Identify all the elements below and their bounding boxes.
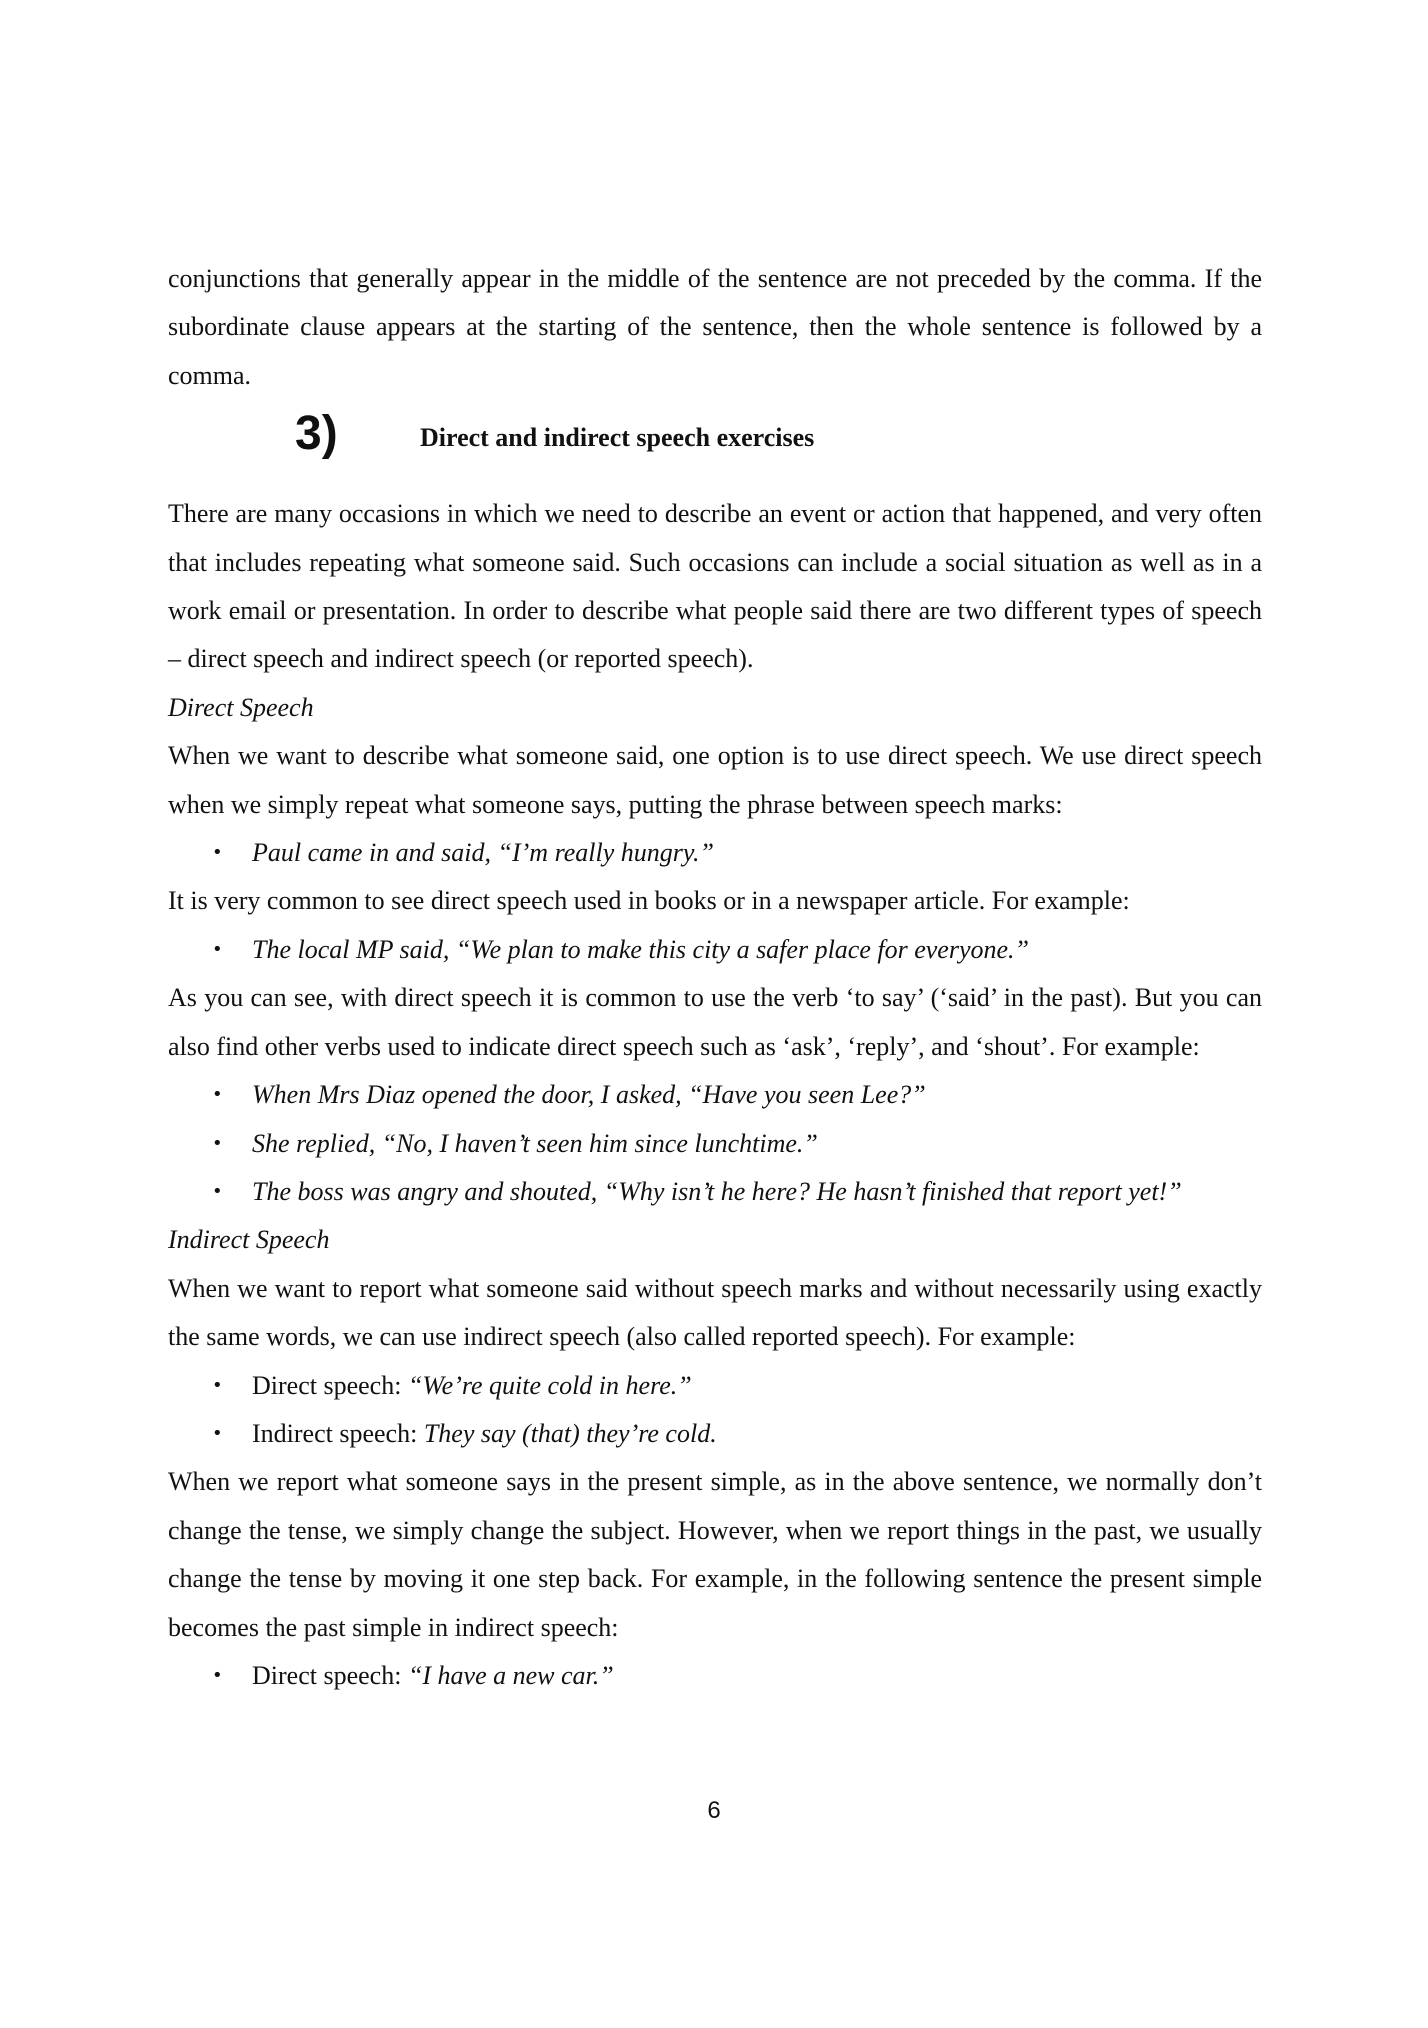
example-text: She replied, “No, I haven’t seen him since lunchtime.”	[252, 1128, 818, 1158]
example-text: They say (that) they’re cold.	[423, 1418, 717, 1448]
list-item	[168, 926, 1262, 974]
bullet-icon: •	[212, 1664, 223, 1686]
subheading-direct-speech: Direct Speech	[168, 692, 314, 722]
bullet-list-paul	[168, 829, 1262, 877]
bullet-list-mp	[168, 926, 1262, 974]
example-text: “We’re quite cold in here.”	[407, 1370, 692, 1400]
bullet-icon: •	[212, 1374, 223, 1396]
example-label: Direct speech:	[252, 1370, 408, 1400]
list-item	[168, 1168, 1262, 1216]
list-item	[168, 1652, 1262, 1700]
bullet-list-car	[168, 1652, 1262, 1700]
bullet-icon: •	[212, 938, 223, 960]
bullet-list-verbs	[168, 1071, 1262, 1216]
paragraph-tense-change: When we report what someone says in the present simple, as in the above sentence, we normally don’t change the tense, we simply change the subject. However, when we report things in the past, we usually change the tense by moving it one step back. For example, in the following sentence the present simple becomes the past simple in indirect speech:	[168, 1467, 1262, 1642]
bullet-icon: •	[212, 842, 223, 864]
example-label: Direct speech:	[252, 1660, 408, 1690]
example-text: Paul came in and said, “I’m really hungry.”	[252, 838, 714, 868]
paragraph-indirect-speech: When we want to report what someone said without speech marks and without necessarily using exactly the same words, we can use indirect speech (also called reported speech). For example:	[168, 1273, 1262, 1352]
example-text: The local MP said, “We plan to make this city a safer place for everyone.”	[252, 934, 1029, 964]
example-text: When Mrs Diaz opened the door, I asked, “Have you seen Lee?”	[252, 1080, 926, 1110]
example-label: Indirect speech:	[252, 1418, 424, 1448]
paragraph-books-newspaper: It is very common to see direct speech used in books or in a newspaper article. For example:	[168, 886, 1130, 916]
bullet-icon: •	[212, 1422, 223, 1444]
list-item	[168, 829, 1262, 877]
bullet-icon: •	[212, 1084, 223, 1106]
intro-paragraph: conjunctions that generally appear in the middle of the sentence are not preceded by the comma. If the subordinate clause appears at the starting of the sentence, then the whole sentence is followed by a comma.	[168, 264, 1262, 390]
paragraph-direct-speech: When we want to describe what someone said, one option is to use direct speech. We use direct speech when we simply repeat what someone says, putting the phrase between speech marks:	[168, 741, 1262, 819]
example-text: The boss was angry and shouted, “Why isn’t he here? He hasn’t finished that report yet!”	[252, 1176, 1182, 1206]
bullet-icon: •	[212, 1180, 223, 1202]
paragraph-speech-types: There are many occasions in which we need to describe an event or action that happened, and very often that includes repeating what someone said. Such occasions can include a social situation as well as in a work email or presentation. In order to describe what people said there are two different types of speech – direct speech and indirect speech (or reported speech).	[168, 499, 1262, 674]
section-number: 3)	[295, 407, 338, 461]
section-title: Direct and indirect speech exercises	[420, 423, 815, 453]
bullet-list-cold	[168, 1362, 1262, 1459]
section-heading	[168, 404, 1262, 482]
page-number: 6	[707, 1797, 721, 1824]
document-page	[168, 255, 1262, 1700]
list-item	[168, 1362, 1262, 1410]
paragraph-verbs: As you can see, with direct speech it is common to use the verb ‘to say’ (‘said’ in the past). But you can also find other verbs used to indicate direct speech such as ‘ask’, ‘reply’, and ‘shout’. For example:	[168, 983, 1262, 1061]
list-item	[168, 1071, 1262, 1119]
bullet-icon: •	[212, 1132, 223, 1154]
list-item	[168, 1120, 1262, 1168]
subheading-indirect-speech: Indirect Speech	[168, 1225, 330, 1255]
list-item	[168, 1410, 1262, 1458]
example-text: “I have a new car.”	[407, 1660, 614, 1690]
